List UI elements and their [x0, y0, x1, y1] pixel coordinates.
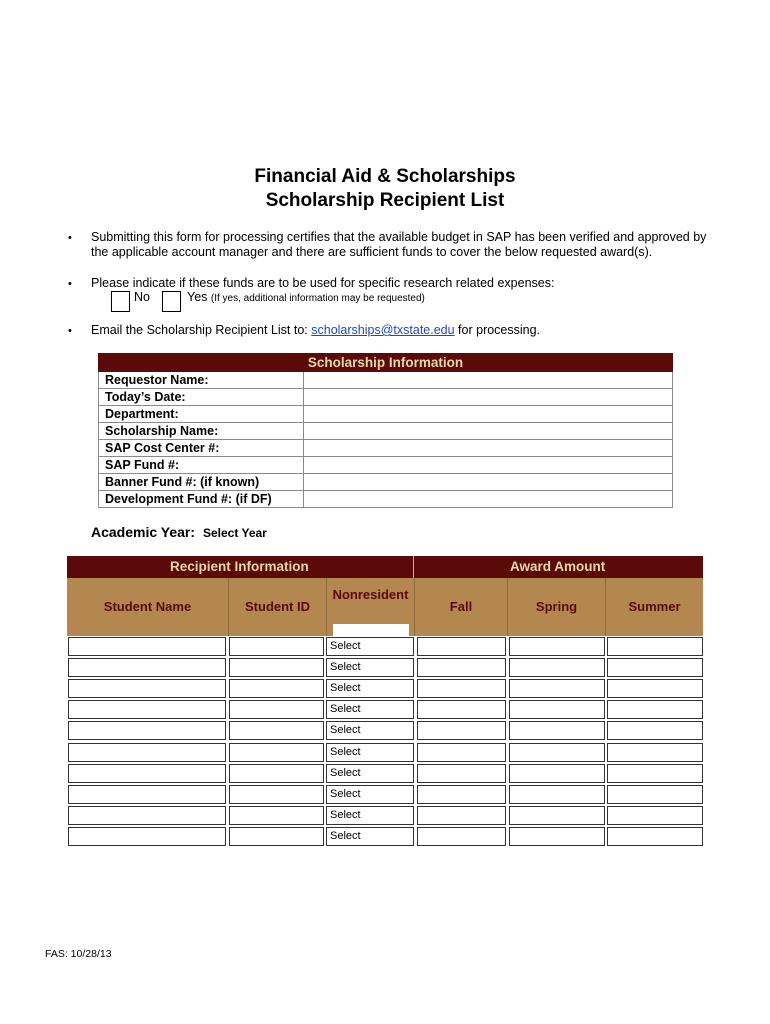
- fall-amount-input[interactable]: [418, 787, 505, 804]
- spring-amount-cell: [509, 637, 605, 656]
- field-value-cell: [304, 372, 673, 389]
- field-label: Banner Fund #: (if known): [99, 474, 304, 491]
- field-label: Development Fund #: (if DF): [99, 491, 304, 508]
- recipient-table-group-header: [67, 556, 703, 578]
- field-row: [99, 474, 673, 491]
- nonresident-select[interactable]: Select: [326, 785, 414, 804]
- email-instruction: [91, 323, 721, 338]
- field-label: SAP Fund #:: [99, 457, 304, 474]
- field-label: Department:: [99, 406, 304, 423]
- email-suffix: for processing.: [454, 323, 541, 337]
- fall-amount-cell: [417, 679, 506, 698]
- summer-amount-input[interactable]: [608, 766, 702, 783]
- spring-amount-cell: [509, 785, 605, 804]
- no-checkbox[interactable]: [111, 291, 130, 312]
- fall-amount-input[interactable]: [418, 703, 505, 720]
- student-name-input[interactable]: [69, 745, 225, 762]
- student-name-cell: [68, 679, 226, 698]
- student-name-input[interactable]: [69, 703, 225, 720]
- nonresident-header: Nonresident: [332, 587, 409, 602]
- summer-amount-cell: [607, 721, 703, 740]
- fall-amount-cell: [417, 658, 506, 677]
- scholarship-info-table: [98, 353, 673, 508]
- fall-amount-input[interactable]: [418, 661, 505, 678]
- student-name-cell: [68, 658, 226, 677]
- scholarship-name-input[interactable]: [304, 423, 672, 439]
- col-student-name: [67, 578, 228, 636]
- field-row: [99, 389, 673, 406]
- todays-date-input[interactable]: [304, 389, 672, 405]
- student-name-input[interactable]: [69, 787, 225, 804]
- student-name-cell: [68, 785, 226, 804]
- field-value-cell: [304, 423, 673, 440]
- field-value-cell: [304, 491, 673, 508]
- group-divider: [413, 556, 414, 578]
- student-name-input[interactable]: [69, 808, 225, 825]
- spring-amount-cell: [509, 743, 605, 762]
- nonresident-select[interactable]: Select: [326, 806, 414, 825]
- spring-amount-input[interactable]: [510, 787, 604, 804]
- fall-amount-input[interactable]: [418, 745, 505, 762]
- student-name-header: Student Name: [103, 599, 192, 614]
- spring-amount-cell: [509, 679, 605, 698]
- scholarship-info-header: Scholarship Information: [99, 354, 673, 372]
- field-value-cell: [304, 440, 673, 457]
- summer-amount-cell: [607, 806, 703, 825]
- student-id-input[interactable]: [230, 724, 323, 741]
- student-name-cell: [68, 721, 226, 740]
- student-name-cell: [68, 637, 226, 656]
- field-value-cell: [304, 457, 673, 474]
- col-summer: [605, 578, 703, 636]
- field-row: [99, 406, 673, 423]
- fall-amount-input[interactable]: [418, 829, 505, 846]
- email-link[interactable]: scholarships@txstate.edu: [311, 323, 455, 337]
- student-name-cell: [68, 700, 226, 719]
- yes-checkbox[interactable]: [162, 291, 181, 312]
- field-row: [99, 372, 673, 389]
- student-id-cell: [229, 700, 324, 719]
- bullet-dot: •: [68, 325, 72, 337]
- summer-amount-input[interactable]: [608, 808, 702, 825]
- student-name-input[interactable]: [69, 766, 225, 783]
- student-id-cell: [229, 743, 324, 762]
- bullet-dot: •: [68, 232, 72, 244]
- sap-fund-input[interactable]: [304, 457, 672, 473]
- field-row: [99, 440, 673, 457]
- certification-text: Submitting this form for processing certifies that the available budget in SAP has been verified and approved by the applicable account manager and there are sufficient funds to cover the below requested award(s).: [91, 230, 707, 259]
- spring-amount-input[interactable]: [510, 682, 604, 699]
- no-label: No: [134, 290, 150, 304]
- fall-amount-cell: [417, 785, 506, 804]
- fall-amount-cell: [417, 700, 506, 719]
- academic-year-label: Academic Year:: [91, 524, 196, 540]
- student-id-input[interactable]: [230, 808, 323, 825]
- spring-amount-input[interactable]: [510, 724, 604, 741]
- spring-amount-cell: [509, 764, 605, 783]
- bullet-dot: •: [68, 278, 72, 290]
- banner-fund-input[interactable]: [304, 474, 672, 490]
- student-id-cell: [229, 827, 324, 846]
- form-title: Financial Aid & Scholarships: [254, 166, 516, 187]
- fall-amount-input[interactable]: [418, 808, 505, 825]
- field-value-cell: [304, 474, 673, 491]
- student-id-input[interactable]: [230, 640, 323, 657]
- student-name-cell: [68, 743, 226, 762]
- spring-amount-input[interactable]: [510, 766, 604, 783]
- nonresident-select[interactable]: Select: [326, 700, 414, 719]
- nonresident-select[interactable]: Select: [326, 827, 414, 846]
- summer-amount-input[interactable]: [608, 682, 702, 699]
- nonresident-header-box: [333, 624, 409, 636]
- spring-amount-cell: [509, 658, 605, 677]
- col-nonresident: [326, 578, 414, 636]
- student-id-input[interactable]: [230, 661, 323, 678]
- development-fund-input[interactable]: [304, 491, 672, 507]
- spring-amount-input[interactable]: [510, 640, 604, 657]
- spring-amount-input[interactable]: [510, 745, 604, 762]
- field-label: SAP Cost Center #:: [99, 440, 304, 457]
- col-student-id: [228, 578, 326, 636]
- summer-amount-cell: [607, 700, 703, 719]
- student-name-input[interactable]: [69, 640, 225, 657]
- summer-amount-cell: [607, 658, 703, 677]
- student-name-input[interactable]: [69, 661, 225, 678]
- summer-amount-input[interactable]: [608, 724, 702, 741]
- summer-amount-cell: [607, 785, 703, 804]
- form-revision-footer: FAS: 10/28/13: [45, 948, 112, 960]
- student-id-cell: [229, 637, 324, 656]
- student-id-cell: [229, 806, 324, 825]
- field-label: Requestor Name:: [99, 372, 304, 389]
- col-fall: [414, 578, 507, 636]
- yes-label-text: Yes: [187, 290, 208, 304]
- summer-amount-input[interactable]: [608, 661, 702, 678]
- spring-amount-cell: [509, 827, 605, 846]
- spring-header: Spring: [535, 599, 578, 614]
- student-name-cell: [68, 806, 226, 825]
- fall-amount-cell: [417, 806, 506, 825]
- yes-label: [187, 290, 425, 306]
- spring-amount-input[interactable]: [510, 829, 604, 846]
- nonresident-select[interactable]: Select: [326, 658, 414, 677]
- requestor-name-input[interactable]: [304, 372, 672, 388]
- summer-amount-input[interactable]: [608, 640, 702, 657]
- student-id-cell: [229, 679, 324, 698]
- fall-amount-input[interactable]: [418, 724, 505, 741]
- student-name-input[interactable]: [69, 682, 225, 699]
- academic-year-select[interactable]: Select Year: [203, 526, 267, 540]
- summer-header: Summer: [628, 599, 681, 614]
- summer-amount-input[interactable]: [608, 829, 702, 846]
- spring-amount-cell: [509, 806, 605, 825]
- student-id-input[interactable]: [230, 787, 323, 804]
- fall-amount-input[interactable]: [418, 766, 505, 783]
- summer-amount-cell: [607, 827, 703, 846]
- nonresident-select[interactable]: Select: [326, 679, 414, 698]
- email-prefix: Email the Scholarship Recipient List to:: [91, 323, 312, 337]
- summer-amount-cell: [607, 679, 703, 698]
- student-name-input[interactable]: [69, 829, 225, 846]
- field-row: [99, 491, 673, 508]
- field-row: [99, 457, 673, 474]
- student-id-input[interactable]: [230, 703, 323, 720]
- summer-amount-input[interactable]: [608, 703, 702, 720]
- research-question-text: Please indicate if these funds are to be used for specific research related expenses:: [91, 276, 555, 290]
- student-id-cell: [229, 764, 324, 783]
- sap-cost-center-input[interactable]: [304, 440, 672, 456]
- summer-amount-cell: [607, 764, 703, 783]
- nonresident-select[interactable]: Select: [326, 721, 414, 740]
- fall-amount-cell: [417, 637, 506, 656]
- student-name-cell: [68, 827, 226, 846]
- student-id-input[interactable]: [230, 745, 323, 762]
- col-spring: [507, 578, 605, 636]
- recipient-info-header: Recipient Information: [170, 559, 309, 574]
- field-row: [99, 423, 673, 440]
- fall-amount-input[interactable]: [418, 682, 505, 699]
- summer-amount-input[interactable]: [608, 745, 702, 762]
- fall-amount-input[interactable]: [418, 640, 505, 657]
- spring-amount-cell: [509, 700, 605, 719]
- award-amount-header: Award Amount: [510, 559, 606, 574]
- field-label: Today’s Date:: [99, 389, 304, 406]
- student-id-cell: [229, 658, 324, 677]
- fall-amount-cell: [417, 764, 506, 783]
- student-id-cell: [229, 785, 324, 804]
- nonresident-select[interactable]: Select: [326, 764, 414, 783]
- student-name-cell: [68, 764, 226, 783]
- yes-note: (If yes, additional information may be requested): [210, 293, 425, 304]
- summer-amount-cell: [607, 637, 703, 656]
- field-value-cell: [304, 406, 673, 423]
- form-subtitle: Scholarship Recipient List: [265, 190, 505, 211]
- fall-amount-cell: [417, 743, 506, 762]
- spring-amount-input[interactable]: [510, 703, 604, 720]
- nonresident-select[interactable]: Select: [326, 637, 414, 656]
- student-id-cell: [229, 721, 324, 740]
- student-id-input[interactable]: [230, 766, 323, 783]
- spring-amount-input[interactable]: [510, 661, 604, 678]
- fall-amount-cell: [417, 721, 506, 740]
- fall-amount-cell: [417, 827, 506, 846]
- fall-header: Fall: [449, 599, 473, 614]
- field-value-cell: [304, 389, 673, 406]
- spring-amount-cell: [509, 721, 605, 740]
- student-id-input[interactable]: [230, 829, 323, 846]
- nonresident-select[interactable]: Select: [326, 743, 414, 762]
- student-id-input[interactable]: [230, 682, 323, 699]
- department-input[interactable]: [304, 406, 672, 422]
- student-name-input[interactable]: [69, 724, 225, 741]
- spring-amount-input[interactable]: [510, 808, 604, 825]
- summer-amount-input[interactable]: [608, 787, 702, 804]
- student-id-header: Student ID: [245, 599, 310, 614]
- summer-amount-cell: [607, 743, 703, 762]
- recipient-table-column-header: [67, 578, 703, 636]
- field-label: Scholarship Name:: [99, 423, 304, 440]
